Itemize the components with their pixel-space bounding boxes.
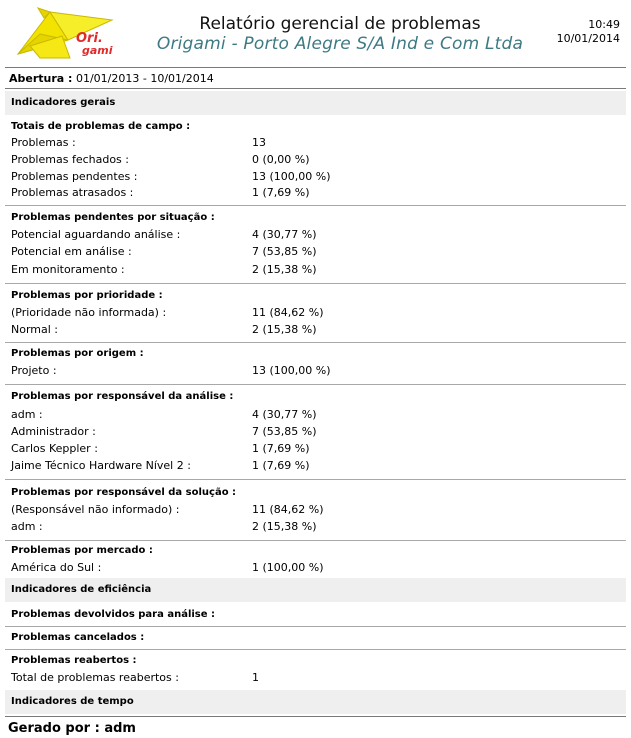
row-label: Potencial em análise : <box>11 245 132 258</box>
row-label: América do Sul : <box>11 561 102 574</box>
table-row <box>11 245 411 261</box>
table-row <box>11 442 411 458</box>
row-value: 2 (15,38 %) <box>252 323 317 336</box>
row-label: Jaime Técnico Hardware Nível 2 : <box>11 459 191 472</box>
table-row <box>11 520 411 536</box>
row-label: adm : <box>11 408 43 421</box>
group-title: Problemas reabertos : <box>11 655 137 666</box>
table-row <box>11 323 411 339</box>
group-title: Problemas por responsável da análise : <box>11 391 234 402</box>
group-title: Problemas por origem : <box>11 348 144 359</box>
header-divider <box>5 67 626 68</box>
group-divider <box>5 205 626 206</box>
table-row <box>11 186 411 202</box>
group-title: Problemas devolvidos para análise : <box>11 609 216 620</box>
row-label: Projeto : <box>11 364 57 377</box>
row-value: 1 (7,69 %) <box>252 459 310 472</box>
row-value: 4 (30,77 %) <box>252 408 317 421</box>
table-row <box>11 364 411 380</box>
group-divider <box>5 649 626 650</box>
group-title: Problemas por responsável da solução : <box>11 487 237 498</box>
row-value: 11 (84,62 %) <box>252 306 324 319</box>
row-value: 4 (30,77 %) <box>252 228 317 241</box>
row-label: (Responsável não informado) : <box>11 503 180 516</box>
generated-by: Gerado por : adm <box>8 721 136 736</box>
row-label: Problemas : <box>11 136 76 149</box>
group-divider <box>5 384 626 385</box>
row-value: 1 (100,00 %) <box>252 561 324 574</box>
table-row <box>11 503 411 519</box>
table-row <box>11 425 411 441</box>
group-divider <box>5 283 626 284</box>
section-time: Indicadores de tempo <box>5 690 626 714</box>
table-row <box>11 263 411 279</box>
group-title: Problemas cancelados : <box>11 632 145 643</box>
group-divider <box>5 479 626 480</box>
group-divider <box>5 626 626 627</box>
row-label: Problemas atrasados : <box>11 186 134 199</box>
row-value: 1 <box>252 671 259 684</box>
row-value: 1 (7,69 %) <box>252 442 310 455</box>
group-title: Problemas por prioridade : <box>11 290 163 301</box>
row-label: Problemas fechados : <box>11 153 129 166</box>
table-row <box>11 306 411 322</box>
report-header <box>0 0 631 66</box>
report-date: 10/01/2014 <box>556 32 620 45</box>
row-label: Carlos Keppler : <box>11 442 98 455</box>
row-value: 7 (53,85 %) <box>252 245 317 258</box>
table-row <box>11 153 411 169</box>
table-row <box>11 671 411 687</box>
period-label: Abertura : <box>9 72 73 85</box>
row-value: 1 (7,69 %) <box>252 186 310 199</box>
period-line <box>9 72 214 85</box>
company-name: Origami - Porto Alegre S/A Ind e Com Ltda <box>156 34 524 54</box>
row-value: 13 (100,00 %) <box>252 364 331 377</box>
period-value: 01/01/2013 - 10/01/2014 <box>75 72 214 85</box>
row-value: 11 (84,62 %) <box>252 503 324 516</box>
group-divider <box>5 342 626 343</box>
row-label: Total de problemas reabertos : <box>11 671 179 684</box>
group-title: Problemas por mercado : <box>11 545 153 556</box>
row-value: 0 (0,00 %) <box>252 153 310 166</box>
row-label: adm : <box>11 520 43 533</box>
row-label: Administrador : <box>11 425 96 438</box>
section-efficiency: Indicadores de eficiência <box>5 578 626 602</box>
group-title: Problemas pendentes por situação : <box>11 212 215 223</box>
table-row <box>11 136 411 152</box>
report-time: 10:49 <box>588 18 620 31</box>
group-title: Totais de problemas de campo : <box>11 121 191 132</box>
report-title: Relatório gerencial de problemas <box>199 14 481 34</box>
group-divider <box>5 540 626 541</box>
row-label: Problemas pendentes : <box>11 170 138 183</box>
row-label: (Prioridade não informada) : <box>11 306 167 319</box>
table-row <box>11 459 411 475</box>
row-label: Em monitoramento : <box>11 263 125 276</box>
row-label: Potencial aguardando análise : <box>11 228 181 241</box>
table-row <box>11 170 411 186</box>
row-value: 13 (100,00 %) <box>252 170 331 183</box>
row-label: Normal : <box>11 323 59 336</box>
svg-text:gami: gami <box>82 44 113 57</box>
row-value: 2 (15,38 %) <box>252 520 317 533</box>
origami-logo <box>10 6 122 62</box>
table-row <box>11 408 411 424</box>
table-row <box>11 561 411 577</box>
period-divider <box>5 88 626 89</box>
section-general: Indicadores gerais <box>5 91 626 115</box>
table-row <box>11 228 411 244</box>
svg-text:Ori.: Ori. <box>76 31 103 46</box>
row-value: 2 (15,38 %) <box>252 263 317 276</box>
row-value: 13 <box>252 136 266 149</box>
row-value: 7 (53,85 %) <box>252 425 317 438</box>
footer-divider <box>5 716 626 717</box>
